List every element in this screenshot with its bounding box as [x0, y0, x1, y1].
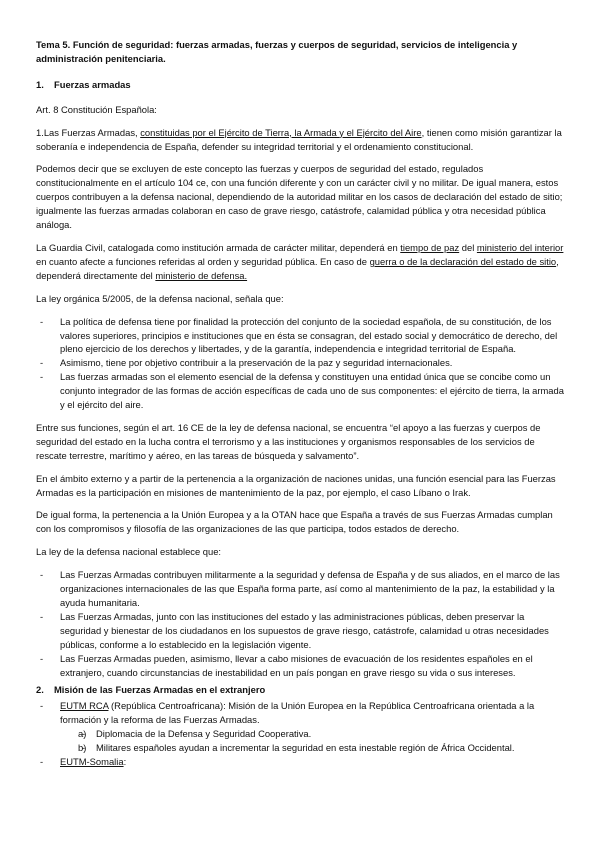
list-item: - Las Fuerzas Armadas, junto con las instituciones del estado y las administraciones públicas, deben preservar la seguridad y bienestar de los ciudadanos en los supuestos de grave riesgo, catástrofe, calamidad u otras necesidades públicas, conforme a lo establecido en la legislación vigente. — [36, 610, 564, 652]
section-1-number: 1. — [36, 78, 44, 90]
list-item: - Asimismo, tiene por objetivo contribuir a la preservación de la paz y seguridad internacionales. — [36, 356, 564, 370]
mission-subitem — [78, 741, 564, 755]
text-run: La Guardia Civil, catalogada como institución armada de carácter militar, dependerá en — [36, 241, 401, 253]
mission-item-eutm-somalia — [36, 755, 564, 769]
underlined-text: constituidas por el Ejército de Tierra, la Armada y el Ejército del Aire — [140, 126, 422, 138]
art8-heading: Art. 8 Constitución Española: — [36, 103, 157, 115]
section-1-title: Fuerzas armadas — [54, 78, 131, 90]
paragraph-guardia-civil — [36, 241, 564, 283]
paragraph-ue-otan: De igual forma, la pertenencia a la Unión Europea y a la OTAN hace que España a través de sus Fuerzas Armadas cumplan con los compromisos y filosofía de las organizaciones de las que participa, todos estados de derecho. — [36, 509, 553, 535]
text-run: , dependerá directamente del — [36, 255, 559, 281]
mission-name: EUTM-Somalia — [60, 755, 124, 767]
subitem-text: Militares españoles ayudan a incrementar la seguridad en esta inestable región de África Occidental. — [96, 742, 515, 754]
section-2-number: 2. — [36, 684, 44, 696]
list-item: - La política de defensa tiene por finalidad la protección del conjunto de la sociedad española, de su constitución, de los valores superiores, principios e instituciones que en ésta se consagran, del estado social y democrático de derecho, del pleno ejercicio de los derechos y libertades, y de la garantía, independencia e integridad territorial de España. — [36, 315, 564, 357]
mission-subitems — [60, 727, 564, 755]
list-misiones — [36, 699, 564, 769]
document-title: Tema 5. Función de seguridad: fuerzas armadas, fuerzas y cuerpos de seguridad, servicios de inteligencia y administración penitenciaria. — [36, 39, 518, 64]
mission-name: EUTM RCA — [60, 700, 109, 712]
section-2-heading — [36, 683, 564, 697]
list-item: - Las Fuerzas Armadas pueden, asimismo, llevar a cabo misiones de evacuación de los residentes españoles en el extranjero, cuando circunstancias de inestabilidad en un país pongan en grave riesgo su vida o sus intereses. — [36, 652, 564, 680]
underlined-text: ministerio de defensa. — [155, 269, 248, 281]
underlined-text: guerra o de la declaración del estado de sitio — [369, 255, 557, 267]
paragraph-art8 — [36, 126, 564, 154]
text-run: en cuanto afecte a funciones referidas al orden y seguridad pública. En caso de — [36, 255, 370, 267]
list-item: - Las fuerzas armadas son el elemento esencial de la defensa y constituyen una entidad única que se concibe como un conjunto integrador de las formas de acción específicas de cada uno de sus componentes: el ejército de tierra, la armada y el ejército del aire. — [36, 370, 564, 412]
list-ley-organica — [36, 315, 564, 412]
paragraph-ambito-externo: En el ámbito externo y a partir de la pertenencia a la organización de naciones unidas, una función esencial para las Fuerzas Armadas es la participación en misiones de mantenimiento de la paz, por ejemplo, el caso Líbano o Irak. — [36, 472, 556, 498]
paragraph-ley-organica: La ley orgánica 5/2005, de la defensa nacional, señala que: — [36, 292, 284, 304]
list-item: - Las Fuerzas Armadas contribuyen militarmente a la seguridad y defensa de España y de sus aliados, en el marco de las organizaciones internacionales de las que España forma parte, así como al mantenimiento de la paz, la estabilidad y la ayuda humanitaria. — [36, 568, 564, 610]
subitem-marker: - a) — [78, 728, 87, 740]
paragraph-ley-defensa: La ley de la defensa nacional establece que: — [36, 546, 222, 558]
underlined-text: tiempo de paz — [400, 241, 460, 253]
list-ley-defensa — [36, 568, 564, 679]
mission-description: (República Centroafricana): Misión de la Unión Europea en la República Centroafricana orientada a la formación y la reforma de las Fuerzas Armadas. — [60, 700, 535, 726]
text-run: del — [459, 241, 477, 253]
mission-subitem — [78, 727, 564, 741]
paragraph-funciones: Entre sus funciones, según el art. 16 CE de la ley de defensa nacional, se encuentra “el apoyo a las fuerzas y cuerpos de seguridad del estado en la lucha contra el terrorismo y a las instituciones y organismos responsables de los servicios de rescate terrestre, marítimo y aéreo, en las tareas de búsqueda y salvamento”. — [36, 421, 541, 461]
underlined-text: ministerio del interior — [476, 241, 564, 253]
mission-item-eutm-rca — [36, 699, 564, 755]
text-run: 1.Las Fuerzas Armadas, — [36, 126, 141, 138]
text-run: , tienen como misión garantizar la soberanía e independencia de España, defender su integridad territorial y el ordenamiento constitucional. — [36, 126, 562, 152]
section-1-heading — [36, 78, 564, 92]
mission-description: : — [123, 755, 127, 767]
section-2-title: Misión de las Fuerzas Armadas en el extranjero — [54, 684, 266, 696]
subitem-marker: - b) — [78, 742, 87, 754]
document-page — [36, 38, 564, 778]
paragraph-cuerpos-seguridad: Podemos decir que se excluyen de este concepto las fuerzas y cuerpos de seguridad del estado, regulados constitucionalmente en el artículo 104 ce, con una función diferente y con un carácter civil y no militar. De igual manera, estos cuerpos contribuyen a la defensa nacional, dependiendo de la autoridad militar en los casos de declaración del estado de sitio; igualmente las fuerzas armadas colaboran en caso de grave riesgo, catástrofe, calamidad pública y otra necesidad pública análoga. — [36, 163, 563, 231]
subitem-text: Diplomacia de la Defensa y Seguridad Cooperativa. — [96, 728, 312, 740]
